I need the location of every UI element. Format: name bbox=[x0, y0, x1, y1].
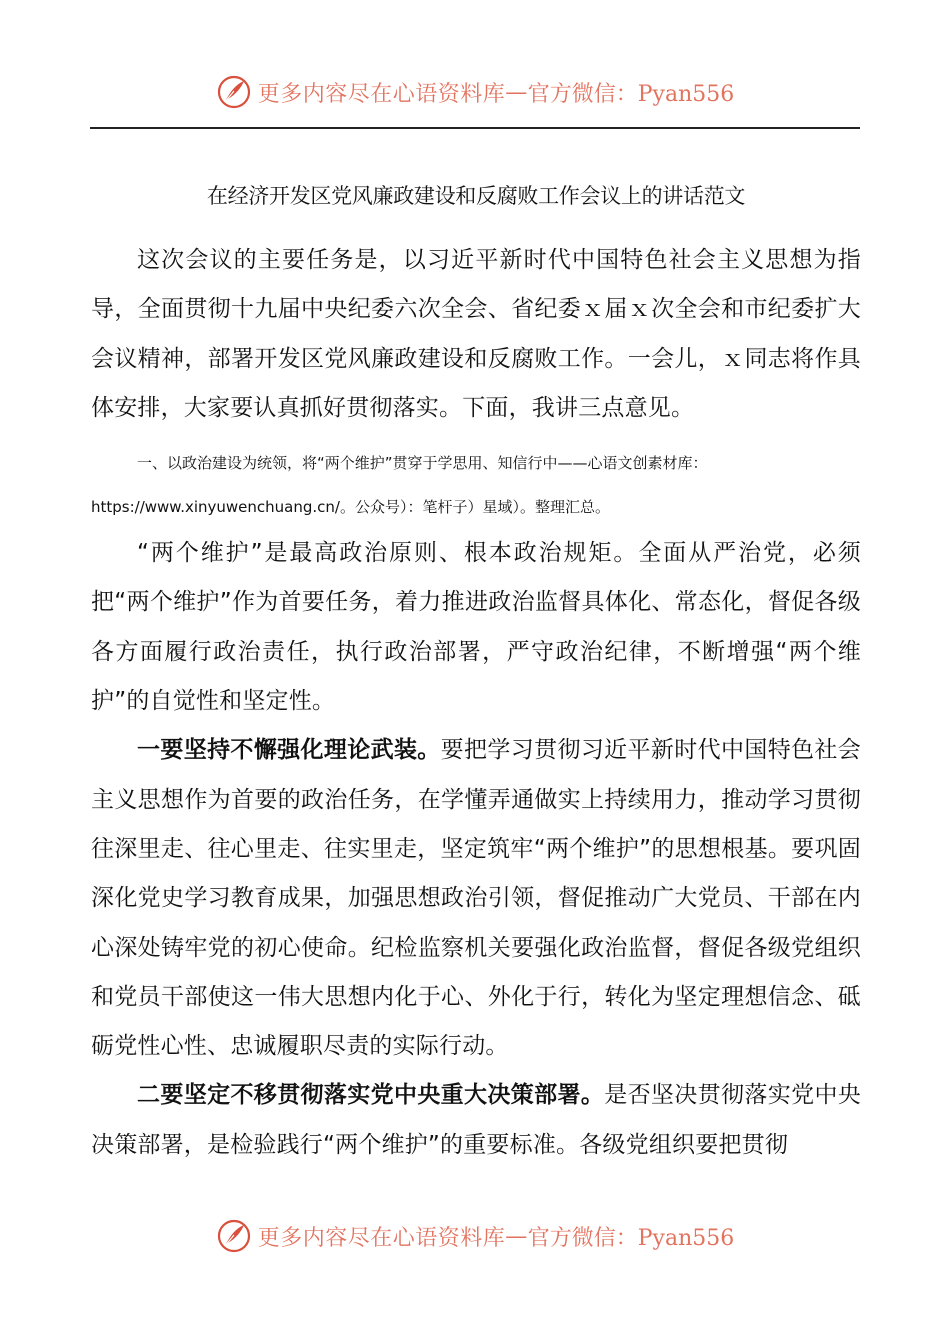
header-divider bbox=[90, 127, 860, 129]
point-one-paragraph bbox=[91, 726, 861, 1071]
document-title: 在经济开发区党风廉政建设和反腐败工作会议上的讲话范文 bbox=[206, 184, 746, 208]
banner-dash: — bbox=[505, 1223, 528, 1249]
header-banner bbox=[0, 70, 950, 114]
quill-logo-icon bbox=[216, 74, 252, 110]
banner-wechat: 官方微信：Pyan556 bbox=[527, 1225, 735, 1251]
banner-dash: — bbox=[505, 79, 528, 105]
banner-text: 更多内容尽在心语资料库 bbox=[257, 1225, 506, 1251]
point-two-paragraph bbox=[91, 1071, 861, 1170]
document-body bbox=[91, 172, 861, 1170]
quill-logo-icon bbox=[216, 1218, 252, 1254]
banner-wechat: 官方微信：Pyan556 bbox=[527, 81, 735, 107]
footer-banner bbox=[0, 1214, 950, 1258]
intro-paragraph: 这次会议的主要任务是，以习近平新时代中国特色社会主义思想为指导，全面贯彻十九届中央纪委六次全会、省纪委ｘ届ｘ次全会和市纪委扩大会议精神，部署开发区党风廉政建设和反腐败工作。一会儿，ｘ同志将作具体安排，大家要认真抓好贯彻落实。下面，我讲三点意见。 bbox=[91, 247, 861, 421]
banner-text: 更多内容尽在心语资料库 bbox=[257, 81, 506, 107]
point-two-heading: 二要坚定不移贯彻落实党中央重大决策部署。 bbox=[137, 1082, 605, 1109]
two-maintenance-paragraph: “两个维护”是最高政治原则、根本政治规矩。全面从严治党，必须把“两个维护”作为首要任务，着力推进政治监督具体化、常态化，督促各级各方面履行政治责任，执行政治部署，严守政治纪律，不断增强“两个维护”的自觉性和坚定性。 bbox=[91, 540, 861, 715]
point-one-text: 要把学习贯彻习近平新时代中国特色社会主义思想作为首要的政治任务，在学懂弄通做实上持续用力，推动学习贯彻往深里走、往心里走、往实里走，坚定筑牢“两个维护”的思想根基。要巩固深化党史学习教育成果，加强思想政治引领，督促推动广大党员、干部在内心深处铸牢党的初心使命。纪检监察机关要强化政治监督，督促各级党组织和党员干部使这一伟大思想内化于心、外化于行，转化为坚定理想信念、砥砺党性心性、忠诚履职尽责的实际行动。 bbox=[91, 737, 861, 1060]
point-two-text: 是否坚决贯彻落实党中央决策部署，是检验践行“两个维护”的重要标准。各级党组织要把贯彻 bbox=[91, 1082, 862, 1158]
section-heading: 一、以政治建设为统领，将“两个维护”贯穿于学思用、知信行中——心语文创素材库： bbox=[137, 454, 708, 473]
section-heading-link: https://www.xinyuwenchuang.cn/。公众号）：笔杆子）星域）。整理汇总。 bbox=[91, 498, 610, 517]
point-one-heading: 一要坚持不懈强化理论武装。 bbox=[137, 737, 441, 764]
